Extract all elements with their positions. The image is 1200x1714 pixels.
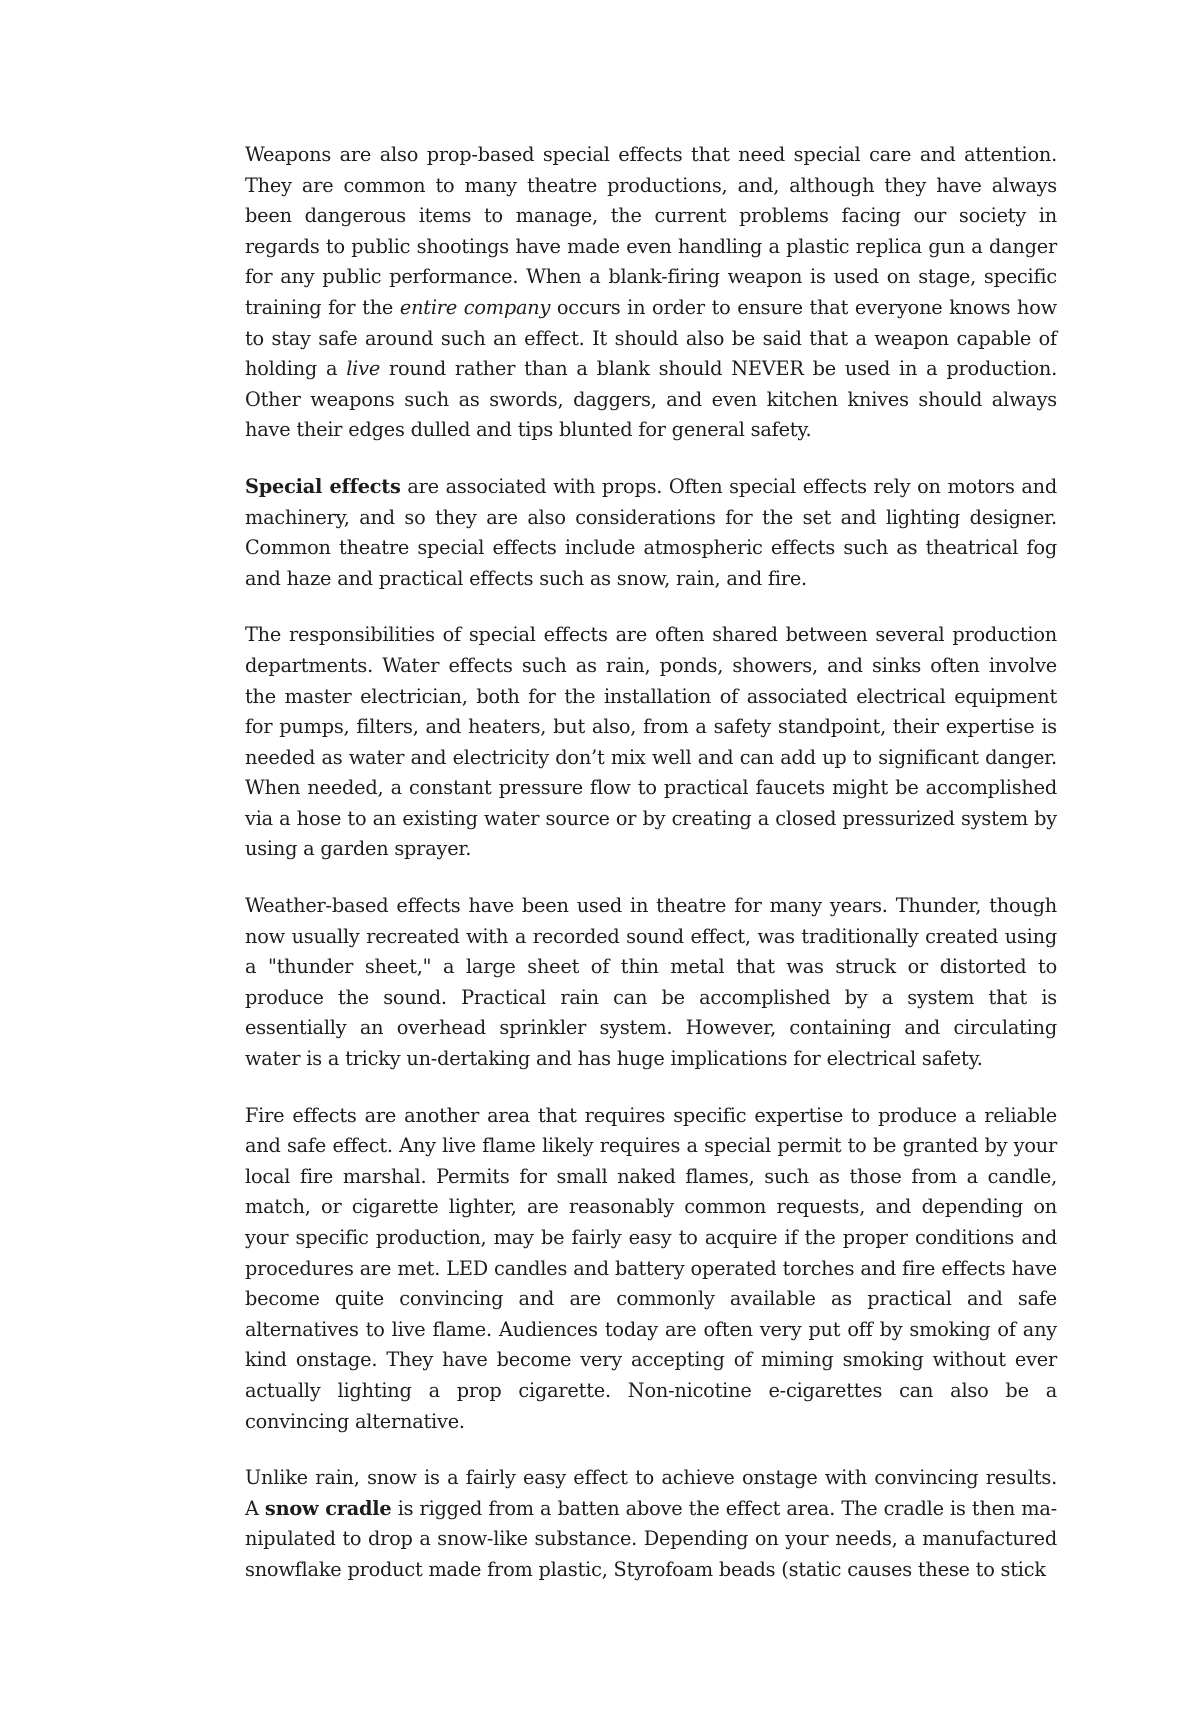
paragraph-weapons	[245, 140, 1057, 446]
emphasis-entire-company: entire company	[399, 295, 551, 319]
emphasis-live: live	[346, 357, 381, 381]
paragraph-text: Weapons are also prop-based special effects that need special care and attention. They are common to many theatre productions, and, although they have always been dangerous items to manage, the current problems facing our society in regards to public shootings have made even handling a plastic replica gun a danger for any public performance. When a blank-firing weapon is used on stage, specific training for the	[245, 143, 1057, 319]
paragraph-text: Weather-based effects have been used in theatre for many years. Thunder, though now usually recreated with a recorded sound effect, was traditionally created using a "thunder sheet," a large sheet of thin metal that was struck or distorted to produce the sound. Practical rain can be accomplished by a system that is essentially an overhead sprinkler system. However, containing and circulating water is a tricky un-dertaking and has huge implications for electrical safety.	[245, 894, 1057, 1071]
paragraph-responsibilities	[245, 620, 1057, 865]
paragraph-fire-effects	[245, 1101, 1057, 1438]
paragraph-text: Unlike rain, snow is a fairly easy effect to achieve onstage with convincing results. A	[245, 1466, 1057, 1520]
term-special-effects: Special effects	[245, 474, 401, 498]
paragraph-text: are associated with props. Often special effects rely on motors and machinery, and so they are also considerations for the set and lighting designer. Common theatre special effects include atmospheric effects such as theatrical fog and haze and practical effects such as snow, rain, and fire.	[245, 474, 1057, 590]
paragraph-special-effects	[245, 472, 1057, 594]
paragraph-text: is rigged from a batten above the effect area. The cradle is then ma-nipulated to drop a snow-like substance. Depending on your needs, a manufactured snowflake product made from plastic, Styrofoam beads (static causes these to stick	[245, 1496, 1057, 1581]
paragraph-text: The responsibilities of special effects are often shared between several production departments. Water effects such as rain, ponds, showers, and sinks often involve the master electrician, both for the installation of associated electrical equipment for pumps, filters, and heaters, but also, from a safety standpoint, their expertise is needed as water and electricity don’t mix well and can add up to significant danger. When needed, a constant pressure flow to practical faucets might be accomplished via a hose to an existing water source or by creating a closed pressurized system by using a garden sprayer.	[245, 623, 1057, 861]
document-page	[245, 140, 1057, 1612]
paragraph-text: round rather than a blank should NEVER be used in a production. Other weapons such as swords, daggers, and even kitchen knives should always have their edges dulled and tips blunted for general safety.	[245, 357, 1057, 442]
paragraph-snow-effects	[245, 1463, 1057, 1585]
paragraph-weather-effects	[245, 891, 1057, 1075]
term-snow-cradle: snow cradle	[264, 1496, 392, 1520]
paragraph-text: Fire effects are another area that requires specific expertise to produce a reliable and safe effect. Any live flame likely requires a special permit to be granted by your local fire marshal. Permits for small naked flames, such as those from a candle, match, or cigarette lighter, are reasonably common requests, and depending on your specific production, may be fairly easy to acquire if the proper conditions and procedures are met. LED candles and battery operated torches and fire effects have become quite convincing and are commonly available as practical and safe alternatives to live flame. Audiences today are often very put off by smoking of any kind onstage. They have become very accepting of miming smoking without ever actually lighting a prop cigarette. Non-nicotine e-cigarettes can also be a convincing alternative.	[245, 1103, 1057, 1433]
paragraph-text: occurs in order to ensure that everyone knows how to stay safe around such an effect. It should also be said that a weapon capable of holding a	[245, 295, 1057, 381]
